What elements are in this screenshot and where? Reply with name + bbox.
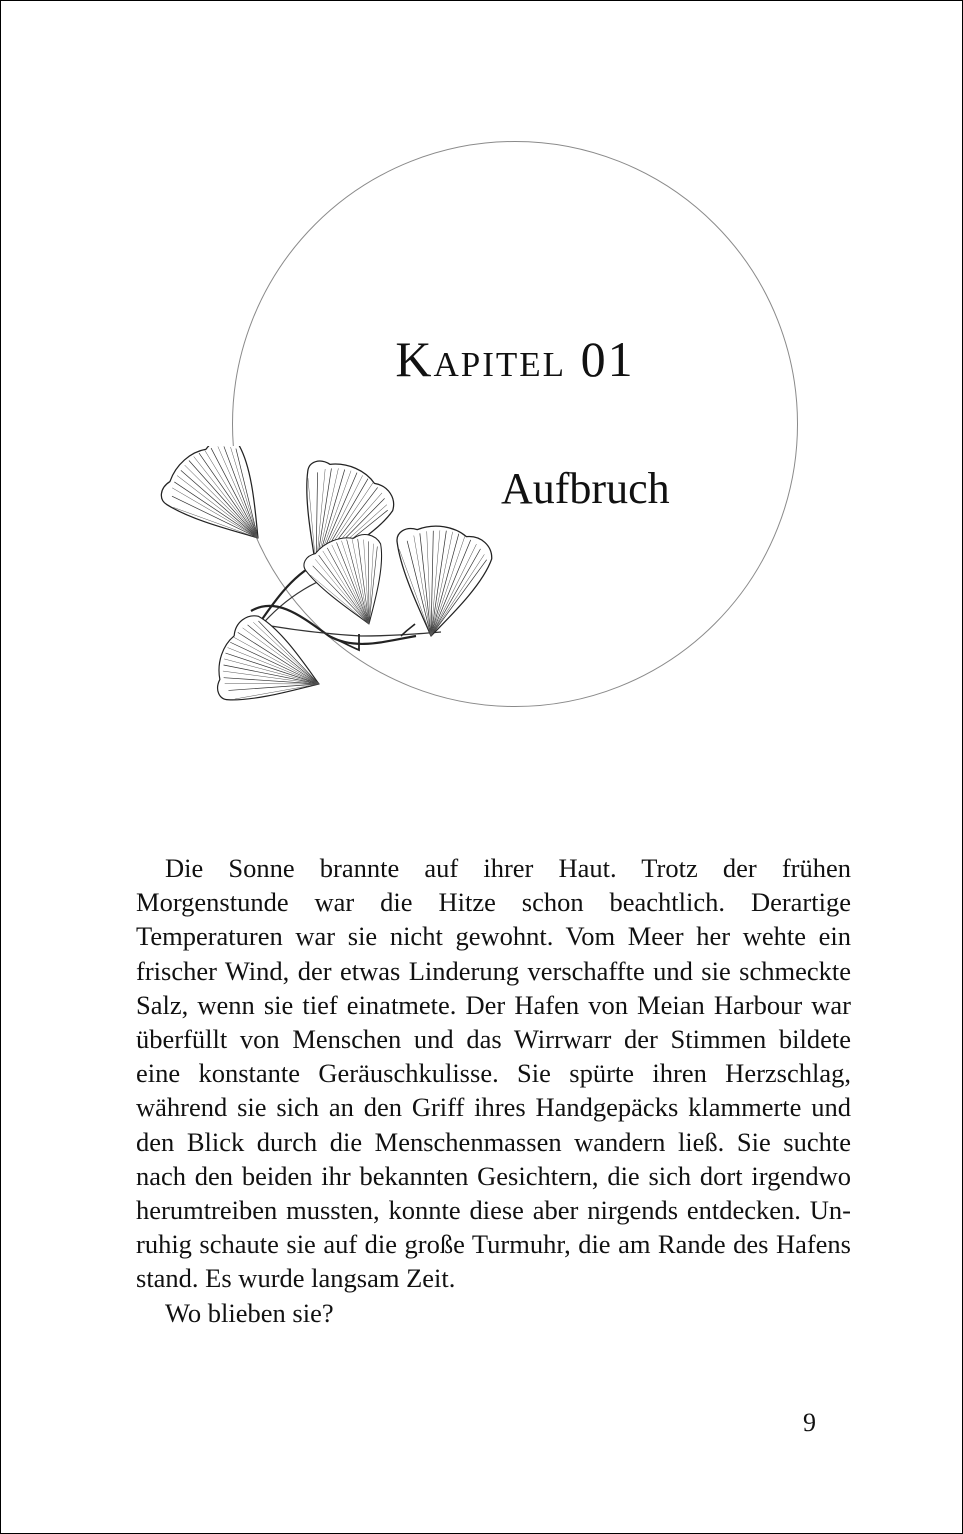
- ginkgo-branch-icon: [151, 446, 541, 756]
- paragraph: Wo blieben sie?: [165, 1297, 334, 1328]
- chapter-title: Kapitel 01: [395, 331, 635, 387]
- page-number: 9: [803, 1408, 816, 1437]
- body-text: [136, 851, 851, 1330]
- chapter-subtitle: Aufbruch: [501, 464, 670, 513]
- paragraph: Die Sonne brannte auf ihrer Haut. Trotz der frühen Morgenstunde war die Hitze schon beachtlich. Derartige Temperaturen war sie nicht gewohnt. Vom Meer her wehte ein frischer Wind, der etwas Linderung verschaffte und sie schmeckte Salz, wenn sie tief einatmete. Der Hafen von Meian Harbour war überfüllt von Menschen und das Wirrwarr der Stimmen bildete eine konstante Geräuschkulisse. Sie spürte ihren Herzschlag, während sie sich an den Griff ihres Handgepäcks klammerte und den Blick durch die Menschenmassen wandern ließ. Sie suchte nach den beiden ihr bekannten Gesichtern, die sich dort irgendwo herumtreiben mussten, konnte diese aber nirgends entdecken. Unruhig schaute sie auf die große Turmuhr, die am Rande des Hafens stand. Es wurde langsam Zeit.: [136, 853, 851, 1294]
